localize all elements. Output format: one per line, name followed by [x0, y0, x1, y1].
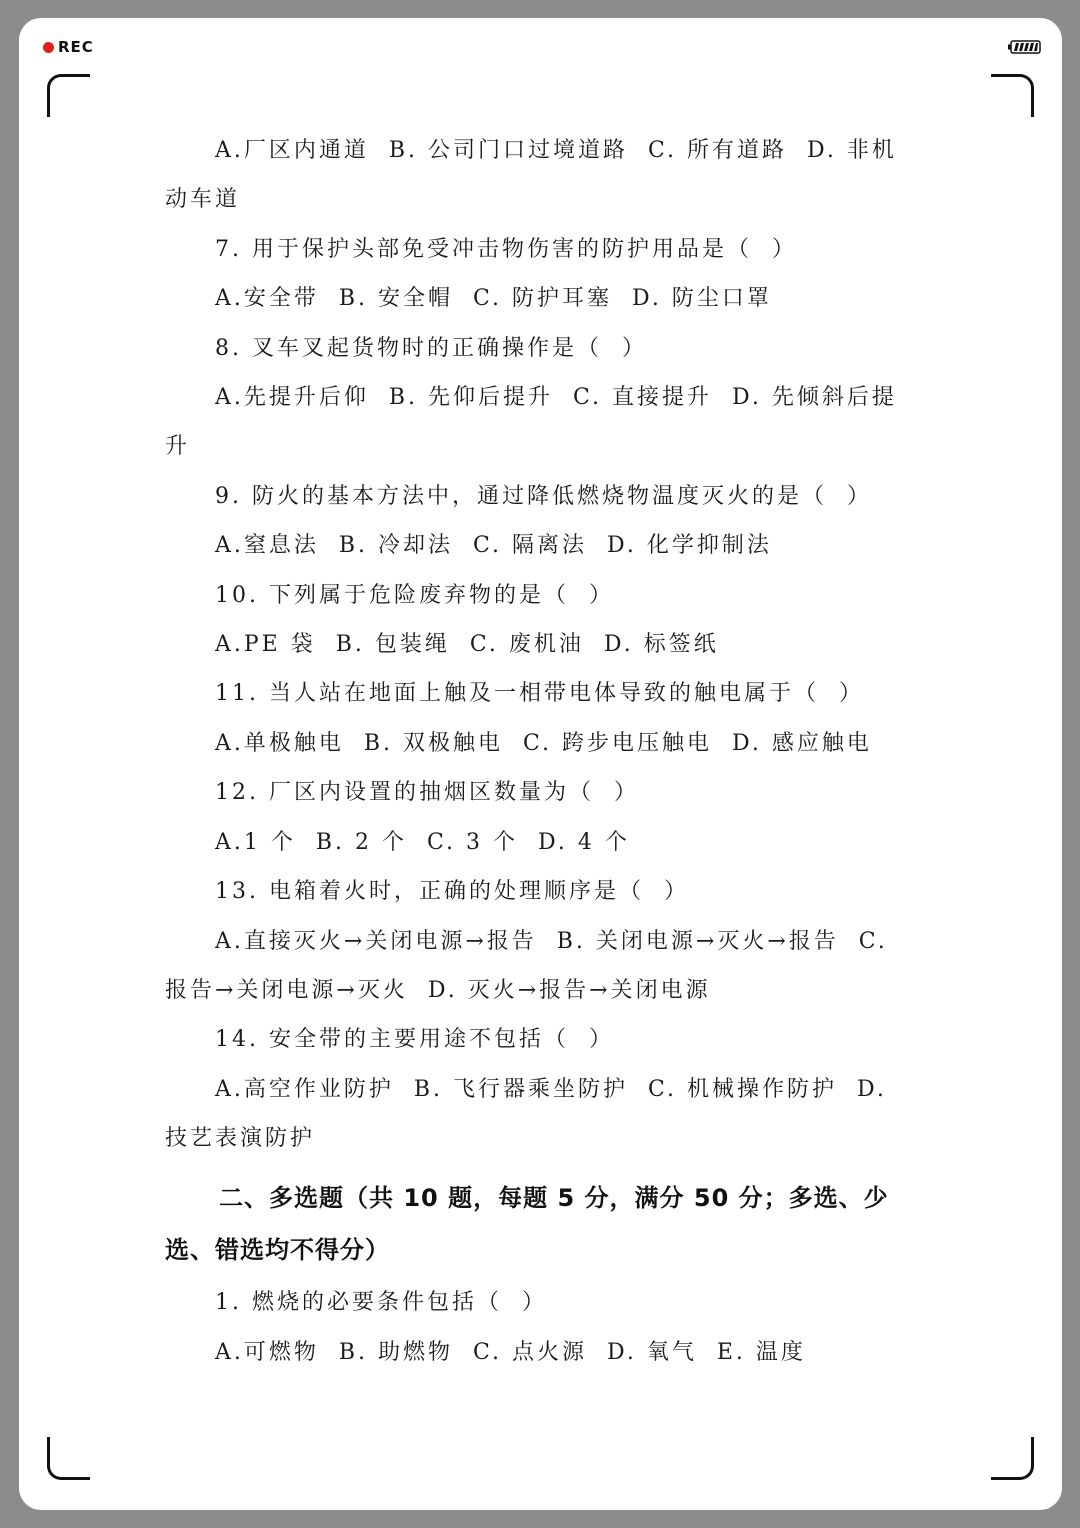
question-9: 9. 防火的基本方法中，通过降低燃烧物温度灭火的是（ ） — [215, 484, 872, 509]
multi-question-1-options: A.可燃物 B. 助燃物 C. 点火源 D. 氧气 E. 温度 — [215, 1340, 806, 1365]
record-dot-icon — [43, 42, 54, 53]
screen-frame — [19, 18, 1062, 1510]
section-heading: 二、多选题（共 10 题，每题 5 分，满分 50 分；多选、少 — [219, 1184, 889, 1212]
multi-question-1: 1. 燃烧的必要条件包括（ ） — [215, 1290, 547, 1315]
rec-label: REC — [58, 38, 94, 56]
question-9-options: A.窒息法 B. 冷却法 C. 隔离法 D. 化学抑制法 — [215, 533, 772, 558]
viewfinder-corner-bottom-right — [991, 1437, 1034, 1480]
section-heading-continued: 选、错选均不得分） — [165, 1236, 390, 1264]
options-line: A.厂区内通道 B. 公司门口过境道路 C. 所有道路 D. 非机 — [215, 138, 897, 163]
question-10-options: A.PE 袋 B. 包装绳 C. 废机油 D. 标签纸 — [215, 632, 719, 657]
viewfinder-corner-top-left — [47, 74, 90, 117]
question-10: 10. 下列属于危险废弃物的是（ ） — [215, 583, 614, 608]
question-8: 8. 叉车叉起货物时的正确操作是（ ） — [215, 336, 647, 361]
recording-indicator — [43, 38, 94, 56]
question-12-options: A.1 个 B. 2 个 C. 3 个 D. 4 个 — [215, 830, 630, 855]
viewfinder-corner-top-right — [991, 74, 1034, 117]
battery-icon — [1008, 40, 1042, 54]
question-8-options-continued: 升 — [165, 434, 191, 459]
question-13-options: A.直接灭火→关闭电源→报告 B. 关闭电源→灭火→报告 C. — [215, 929, 888, 954]
question-14: 14. 安全带的主要用途不包括（ ） — [215, 1027, 614, 1052]
question-11: 11. 当人站在地面上触及一相带电体导致的触电属于（ ） — [215, 681, 864, 706]
question-8-options: A.先提升后仰 B. 先仰后提升 C. 直接提升 D. 先倾斜后提 — [215, 385, 897, 410]
question-13-options-continued: 报告→关闭电源→灭火 D. 灭火→报告→关闭电源 — [165, 978, 711, 1003]
question-7: 7. 用于保护头部免受冲击物伤害的防护用品是（ ） — [215, 237, 797, 262]
options-line-continued: 动车道 — [165, 187, 241, 212]
question-7-options: A.安全带 B. 安全帽 C. 防护耳塞 D. 防尘口罩 — [215, 286, 772, 311]
question-13: 13. 电箱着火时，正确的处理顺序是（ ） — [215, 879, 689, 904]
question-14-options-continued: 技艺表演防护 — [165, 1126, 316, 1151]
question-12: 12. 厂区内设置的抽烟区数量为（ ） — [215, 780, 639, 805]
question-14-options: A.高空作业防护 B. 飞行器乘坐防护 C. 机械操作防护 D. — [215, 1077, 887, 1102]
viewfinder-corner-bottom-left — [47, 1437, 90, 1480]
question-11-options: A.单极触电 B. 双极触电 C. 跨步电压触电 D. 感应触电 — [215, 731, 872, 756]
